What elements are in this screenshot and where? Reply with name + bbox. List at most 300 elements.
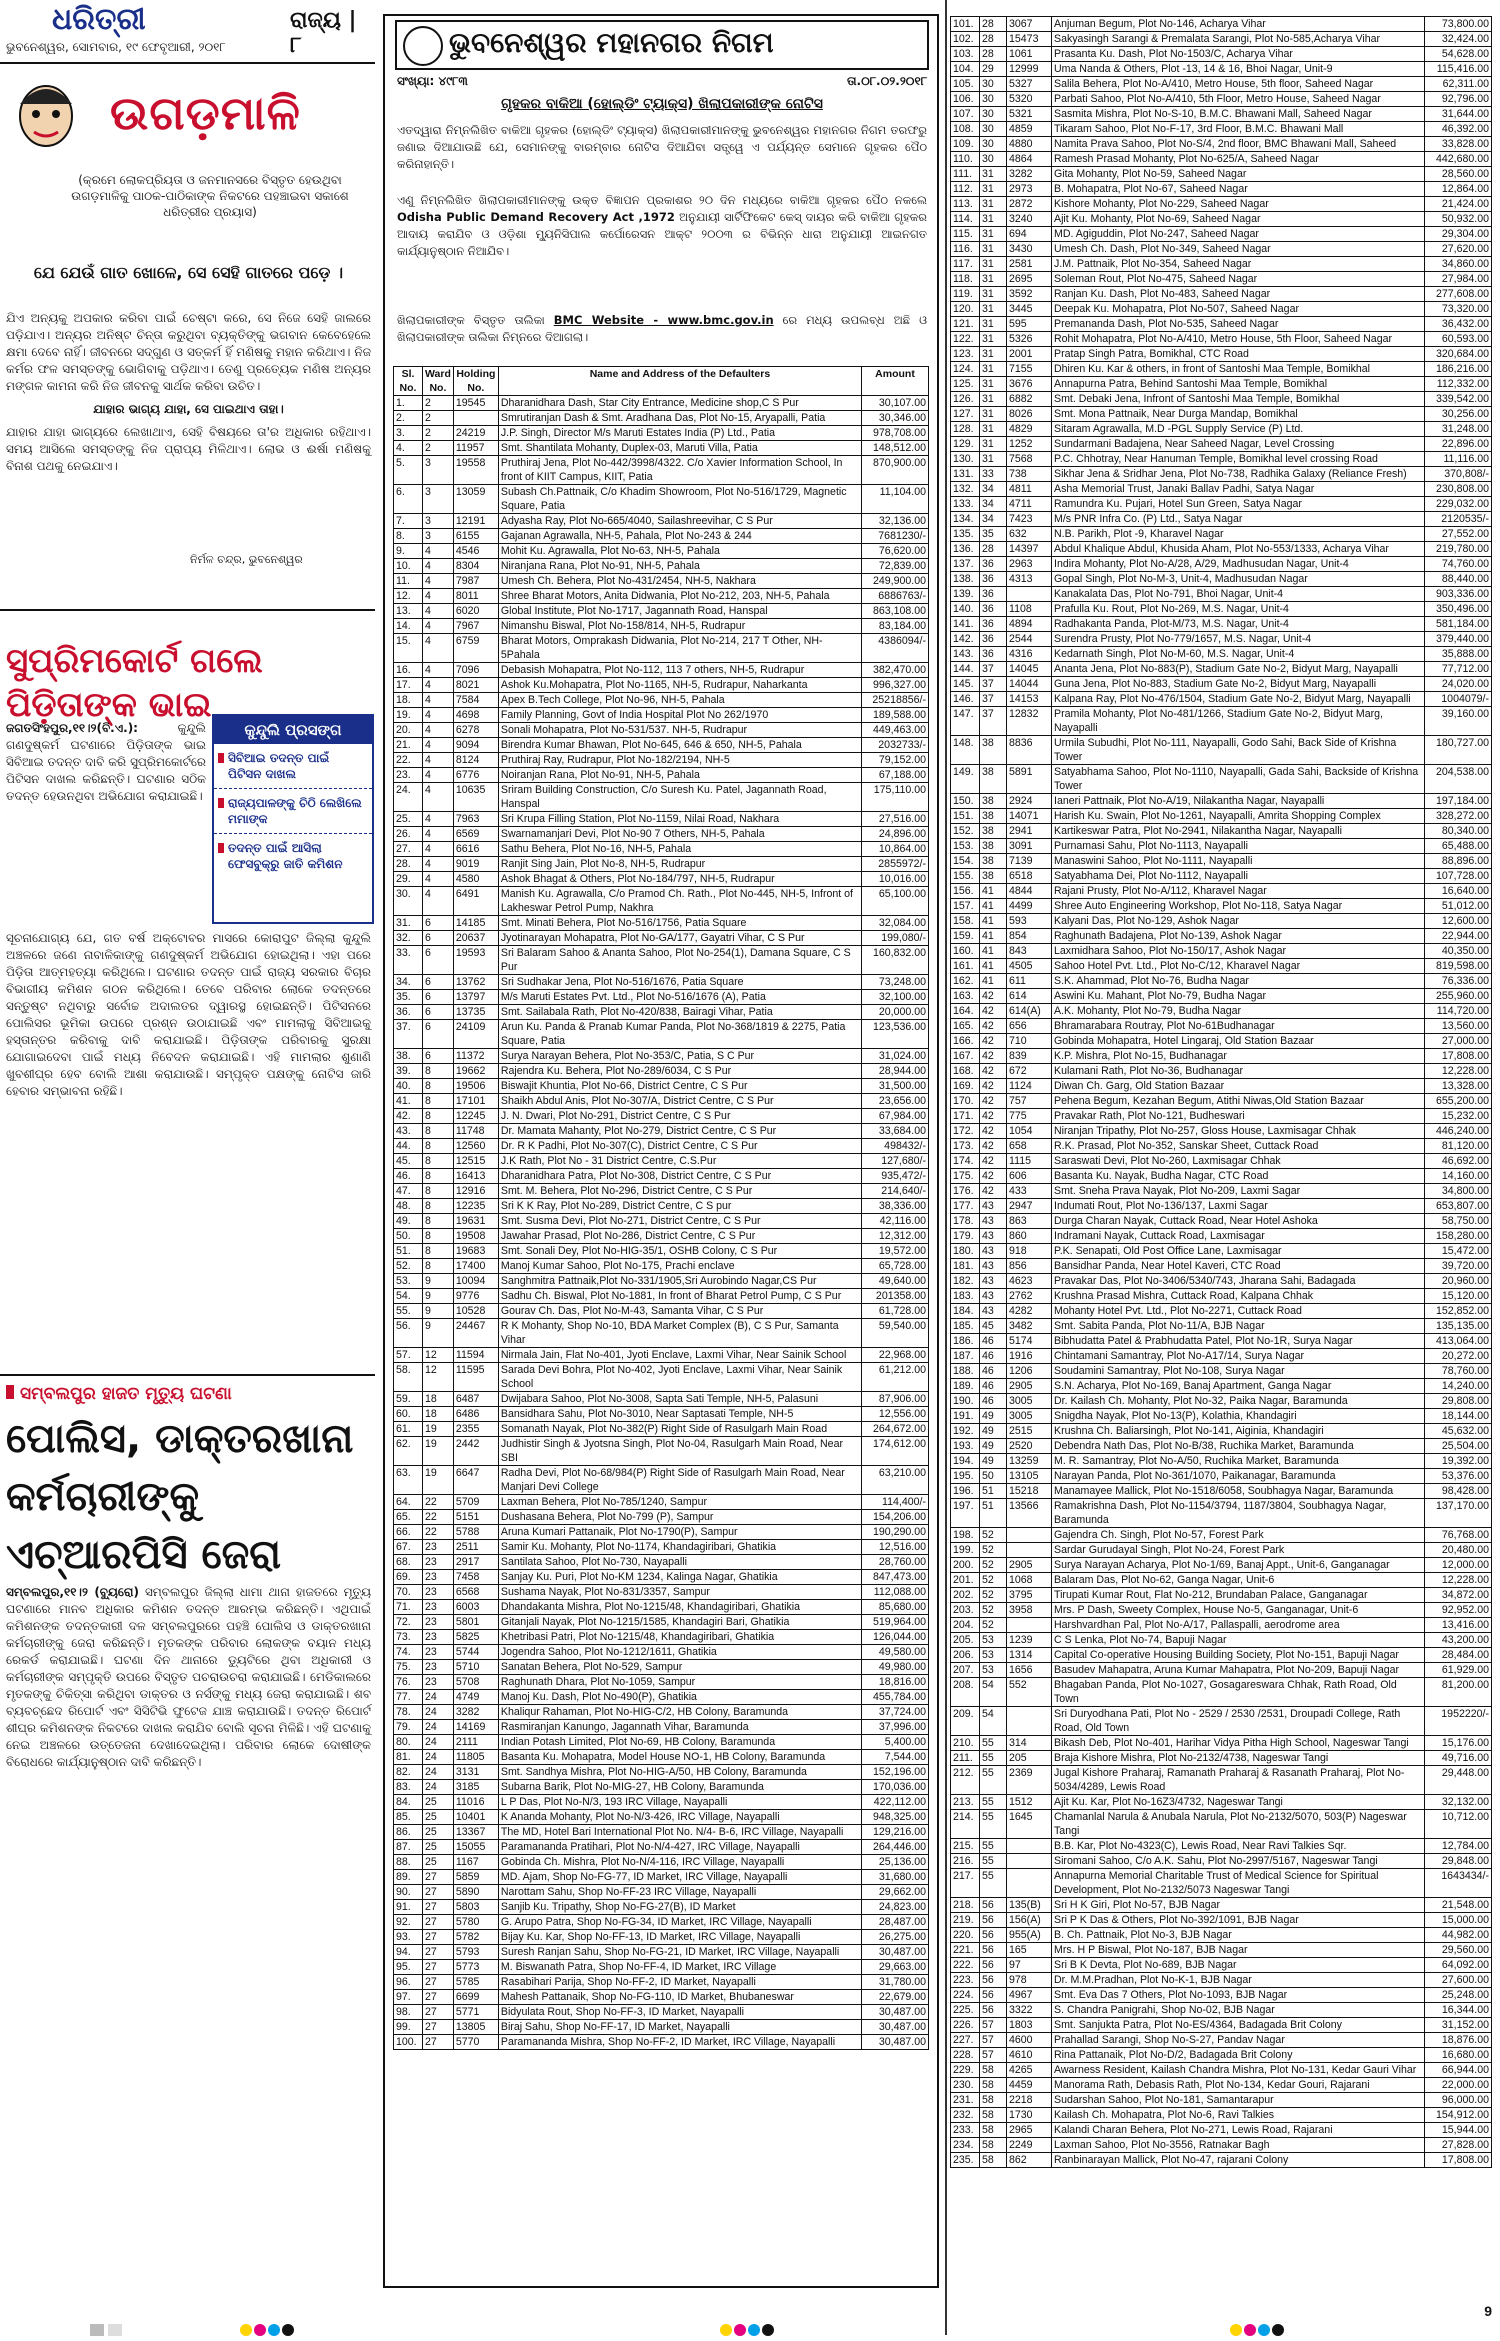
cell-sl: 13. [394,604,423,619]
column-blurb: (କ୍ରମେ ଲୋକପ୍ରିୟତା ଓ ଜନମାନସରେ ବିସ୍ତୃତ ହେଉଥିବା ଉଗଡ଼ମାଳିକୁ ପାଠକ-ପାଠିକାଙ୍କ ନିକଟରେ ପହଞ୍ଚାଇବା ସକାଶେ ଧରିତ୍ରୀର ପ୍ରୟାସ) [71,173,349,219]
cell-name-address: Birendra Kumar Bhawan, Plot No-645, 646 & 650, NH-5, Pahala [498,738,861,753]
cell-sl: 209. [951,1707,980,1736]
cell-sl: 157. [951,899,980,914]
cell-sl: 47. [394,1184,423,1199]
cell-amount: 15,000.00 [1425,1913,1492,1928]
cell-name-address: Dharanidhara Dash, Star City Entrance, Medicine shop,C S Pur [498,396,861,411]
cell-amount: 154,206.00 [862,1510,929,1525]
cell-amount: 65,488.00 [1425,839,1492,854]
cell-amount: 43,200.00 [1425,1633,1492,1648]
cell-ward: 42 [980,1109,1007,1124]
newspaper-brand: ଧରିତ୍ରୀ [52,2,146,37]
cell-amount: 2032733/- [862,738,929,753]
cell-amount: 152,196.00 [862,1765,929,1780]
cell-sl: 190. [951,1394,980,1409]
cell-sl: 187. [951,1349,980,1364]
cell-holding: 4859 [1007,122,1052,137]
cell-holding: 2872 [1007,197,1052,212]
left-column [0,64,375,2334]
cell-holding: 611 [1007,974,1052,989]
table-row [951,1094,1492,1109]
cell-ward: 4 [423,857,454,872]
cell-holding: 24219 [453,426,498,441]
cell-holding: 8026 [1007,407,1052,422]
cell-amount: 249,900.00 [862,574,929,589]
cell-sl: 95. [394,1960,423,1975]
cell-amount: 137,170.00 [1425,1499,1492,1528]
cell-ward: 56 [980,1988,1007,2003]
cell-amount: 88,440.00 [1425,572,1492,587]
cell-sl: 100. [394,2035,423,2050]
cell-sl: 38. [394,1049,423,1064]
cell-sl: 30. [394,887,423,916]
cell-holding: 6486 [453,1407,498,1422]
cell-holding: 5793 [453,1945,498,1960]
cell-ward: 42 [980,1184,1007,1199]
cell-amount: 12,600.00 [1425,914,1492,929]
cell-ward: 4 [423,842,454,857]
cell-name-address: Jogendra Sahoo, Plot No-1212/1611, Ghatikia [498,1645,861,1660]
cell-holding: 4459 [1007,2078,1052,2093]
cell-sl: 75. [394,1660,423,1675]
cell-name-address: Sarada Devi Bohra, Plot No-402, Jyoti Enclave, Laxmi Vihar, Near Sainik School [498,1363,861,1392]
cell-holding: 4610 [1007,2048,1052,2063]
cell-name-address: Arun Ku. Panda & Pranab Kumar Panda, Plot No-368/1819 & 2275, Patia Square, Patia [498,1020,861,1049]
cell-name-address: Krushna Ch. Baliarsingh, Plot No-141, Aiginia, Khandagiri [1052,1424,1425,1439]
cell-amount: 20,480.00 [1425,1543,1492,1558]
cell-holding: 12235 [453,1199,498,1214]
cell-holding: 856 [1007,1259,1052,1274]
cell-amount: 498432/- [862,1139,929,1154]
cell-holding: 19506 [453,1079,498,1094]
cell-holding: 862 [1007,2153,1052,2168]
table-row [394,1510,929,1525]
cell-holding [1007,1869,1052,1898]
cell-name-address: Radha Devi, Plot No-68/984(P) Right Side of Rasulgarh Main Road, Near Manjari Devi College [498,1466,861,1495]
cell-amount: 12,784.00 [1425,1839,1492,1854]
cell-ward: 57 [980,2048,1007,2063]
municipal-notice [383,14,939,2288]
cell-ward: 3 [423,529,454,544]
cell-name-address: Manaswini Sahoo, Plot No-1111, Nayapalli [1052,854,1425,869]
cell-name-address: Bikash Deb, Plot No-401, Harihar Vidya Pitha High School, Nageswar Tangi [1052,1736,1425,1751]
cell-name-address: Ajit Ku. Kar, Plot No-16Z3/4732, Nageswar Tangi [1052,1795,1425,1810]
cell-holding: 6003 [453,1600,498,1615]
cell-ward: 41 [980,914,1007,929]
cell-sl: 69. [394,1570,423,1585]
cell-holding: 2511 [453,1540,498,1555]
cell-sl: 175. [951,1169,980,1184]
table-row [951,77,1492,92]
cell-sl: 135. [951,527,980,542]
table-row [394,1422,929,1437]
table-row [951,989,1492,1004]
cell-ward: 22 [423,1525,454,1540]
cell-sl: 142. [951,632,980,647]
cell-sl: 182. [951,1274,980,1289]
cell-holding: 14044 [1007,677,1052,692]
cell-holding: 2917 [453,1555,498,1570]
cell-holding: 2218 [1007,2093,1052,2108]
cell-amount: 25,504.00 [1425,1439,1492,1454]
cell-ward: 4 [423,827,454,842]
cell-holding: 6699 [453,1990,498,2005]
cell-name-address: Sri P K Das & Others, Plot No-392/1091, BJB Nagar [1052,1913,1425,1928]
cell-ward: 6 [423,975,454,990]
cell-ward: 43 [980,1274,1007,1289]
cell-amount: 33,684.00 [862,1124,929,1139]
cell-holding: 17400 [453,1259,498,1274]
cell-name-address: Rajendra Ku. Behera, Plot No-289/6034, C S Pur [498,1064,861,1079]
table-row [394,1945,929,1960]
cell-ward: 35 [980,527,1007,542]
cell-ward: 27 [423,1870,454,1885]
cell-amount: 39,720.00 [1425,1259,1492,1274]
cell-ward: 24 [423,1765,454,1780]
cell-amount: 34,872.00 [1425,1588,1492,1603]
cell-amount: 15,120.00 [1425,1289,1492,1304]
cell-ward: 25 [423,1825,454,1840]
cell-name-address: Ranjan Ku. Dash, Plot No-483, Saheed Nagar [1052,287,1425,302]
cell-ward: 27 [423,1885,454,1900]
cell-holding: 13059 [453,485,498,514]
related-topics-box [212,714,374,924]
cell-ward: 31 [980,392,1007,407]
table-row [951,914,1492,929]
cell-amount: 62,311.00 [1425,77,1492,92]
cell-amount: 870,900.00 [862,456,929,485]
cell-sl: 84. [394,1795,423,1810]
cell-holding: 5151 [453,1510,498,1525]
defaulters-table-2 [950,16,1492,2168]
table-row [394,916,929,931]
cell-holding: 656 [1007,1019,1052,1034]
cell-sl: 61. [394,1422,423,1437]
cell-holding: 757 [1007,1094,1052,1109]
table-row [951,1869,1492,1898]
cell-name-address: Urmila Subudhi, Plot No-111, Nayapalli, Godo Sahi, Back Side of Krishna Tower [1052,736,1425,765]
cell-sl: 149. [951,765,980,794]
cell-amount: 10,016.00 [862,872,929,887]
cell-holding [1007,1528,1052,1543]
cell-sl: 58. [394,1363,423,1392]
cell-amount: 20,272.00 [1425,1349,1492,1364]
table-row [394,1259,929,1274]
cell-sl: 48. [394,1199,423,1214]
cell-sl: 172. [951,1124,980,1139]
cell-ward: 49 [980,1409,1007,1424]
cell-ward: 42 [980,1124,1007,1139]
table-row [394,514,929,529]
cell-name-address: Chamanlal Narula & Anubala Narula, Plot No-2132/5070, 503(P) Nageswar Tangi [1052,1810,1425,1839]
cell-sl: 224. [951,1988,980,2003]
table-row [394,1348,929,1363]
cell-ward: 57 [980,2018,1007,2033]
table-row [394,872,929,887]
cell-sl: 46. [394,1169,423,1184]
cell-sl: 82. [394,1765,423,1780]
cell-ward: 38 [980,854,1007,869]
table-row [394,663,929,678]
cell-amount: 201358.00 [862,1289,929,1304]
cell-sl: 62. [394,1437,423,1466]
table-row [951,1334,1492,1349]
table-row [394,1705,929,1720]
cell-ward: 56 [980,1928,1007,1943]
table-row [394,1437,929,1466]
cell-sl: 7. [394,514,423,529]
cell-holding: 2520 [1007,1439,1052,1454]
cell-amount: 61,212.00 [862,1363,929,1392]
cell-amount: 32,132.00 [1425,1795,1492,1810]
cell-holding: 8836 [1007,736,1052,765]
cell-holding: 1115 [1007,1154,1052,1169]
table-row [394,1304,929,1319]
table-row [394,1229,929,1244]
cell-ward: 4 [423,634,454,663]
cell-holding: 854 [1007,929,1052,944]
cell-sl: 115. [951,227,980,242]
cell-holding: 6155 [453,529,498,544]
cell-amount: 935,472/- [862,1169,929,1184]
cell-ward: 27 [423,2035,454,2050]
cell-sl: 1. [394,396,423,411]
cell-sl: 86. [394,1825,423,1840]
table-row [951,2003,1492,2018]
table-row [394,827,929,842]
cell-ward: 23 [423,1660,454,1675]
cell-ward: 58 [980,2078,1007,2093]
cell-ward: 58 [980,2093,1007,2108]
divider [0,609,375,611]
cell-ward: 36 [980,557,1007,572]
cell-name-address: MD. Ajam, Shop No-FG-77, ID Market, IRC Village, Nayapalli [498,1870,861,1885]
table-row [394,456,929,485]
cell-sl: 101. [951,17,980,32]
cell-holding: 2111 [453,1735,498,1750]
cell-ward: 43 [980,1214,1007,1229]
cell-holding: 2695 [1007,272,1052,287]
cell-sl: 141. [951,617,980,632]
cell-holding: 955(A) [1007,1928,1052,1943]
cell-name-address: B.B. Kar, Plot No-4323(C), Lewis Road, Near Ravi Talkies Sqr. [1052,1839,1425,1854]
cell-amount: 29,662.00 [862,1885,929,1900]
cell-amount: 92,796.00 [1425,92,1492,107]
cell-sl: 215. [951,1839,980,1854]
cell-amount: 653,807.00 [1425,1199,1492,1214]
table-row [394,693,929,708]
table-row [394,2005,929,2020]
proverb-text-2: ଯାହାର ଯାହା ଭାଗ୍ୟରେ ଲେଖାଥାଏ, ସେହି ବିଷୟରେ ତା'ର ଅଧିକାର ରହିଥାଏ। ସମୟ ଆସିଲେ ସମସ୍ତଙ୍କୁ ନିଜ ପ୍ରାପ୍ୟ ମିଳିଥାଏ। ଲୋଭ ଓ ଈର୍ଷା ମଣିଷକୁ ବିନାଶ ପଥକୁ ନେଇଯାଏ। [6,425,371,473]
cell-ward: 9 [423,1274,454,1289]
cell-ward: 31 [980,257,1007,272]
table-row [951,1810,1492,1839]
notice-org: ଭୁବନେଶ୍ୱର ମହାନଗର ନିଗମ [449,26,774,59]
cell-ward: 27 [423,2005,454,2020]
table-row [951,452,1492,467]
cell-amount: 36,432.00 [1425,317,1492,332]
cell-holding: 1108 [1007,602,1052,617]
cell-name-address: Salila Behera, Plot No-A/410, Metro House, 5th floor, Saheed Nagar [1052,77,1425,92]
cell-holding: 10635 [453,783,498,812]
cell-ward: 4 [423,768,454,783]
cell-holding: 11957 [453,441,498,456]
table-row [951,1943,1492,1958]
cell-amount: 320,684.00 [1425,347,1492,362]
table-row [951,2108,1492,2123]
cell-amount: 34,860.00 [1425,257,1492,272]
cell-name-address: Bhramarabara Routray, Plot No-61Budhanagar [1052,1019,1425,1034]
cell-holding: 12245 [453,1109,498,1124]
cell-amount: 370,808/- [1425,467,1492,482]
cell-name-address: Raghunath Dhara, Plot No-1059, Sampur [498,1675,861,1690]
cell-sl: 230. [951,2078,980,2093]
table-row [951,869,1492,884]
cell-name-address: Laxmidhara Sahoo, Plot No-150/17, Ashok Nagar [1052,944,1425,959]
cell-sl: 26. [394,827,423,842]
cell-holding: 16413 [453,1169,498,1184]
cell-name-address: Rajani Prusty, Plot No-A/112, Kharavel Nagar [1052,884,1425,899]
cell-ward: 24 [423,1720,454,1735]
cell-amount: 186,216.00 [1425,362,1492,377]
table-row [951,557,1492,572]
cell-name-address: Santilata Sahoo, Plot No-730, Nayapalli [498,1555,861,1570]
cell-sl: 174. [951,1154,980,1169]
cell-holding: 14397 [1007,542,1052,557]
cell-sl: 146. [951,692,980,707]
cell-ward: 9 [423,1289,454,1304]
cell-sl: 213. [951,1795,980,1810]
cell-ward: 37 [980,707,1007,736]
cell-sl: 109. [951,137,980,152]
article-body [6,720,206,805]
cell-sl: 89. [394,1870,423,1885]
cell-amount: 25,248.00 [1425,1988,1492,2003]
table-row [951,2153,1492,2168]
cell-sl: 15. [394,634,423,663]
para3-text-b: ରେ ମଧ୍ୟ ଉପଲବ୍ଧ ଅଛି ଓ ଖିଲାପକାରୀଙ୍କ ତାଲିକା ନିମ୍ନରେ ଦିଆଗଲା। [397,313,928,344]
cell-sl: 179. [951,1229,980,1244]
cell-holding: 606 [1007,1169,1052,1184]
cell-amount: 31,152.00 [1425,2018,1492,2033]
cell-amount: 85,680.00 [862,1600,929,1615]
cell-amount: 18,876.00 [1425,2033,1492,2048]
cell-ward: 36 [980,632,1007,647]
cell-sl: 145. [951,677,980,692]
cell-name-address: Sriram Building Construction, C/o Suresh Ku. Patel, Jagannath Road, Hanspal [498,783,861,812]
cell-ward: 52 [980,1543,1007,1558]
cell-amount: 15,176.00 [1425,1736,1492,1751]
cell-amount: 74,760.00 [1425,557,1492,572]
cell-ward: 4 [423,753,454,768]
cell-ward: 19 [423,1437,454,1466]
bmc-logo-icon [403,26,443,66]
cell-amount: 37,996.00 [862,1720,929,1735]
cell-ward: 43 [980,1259,1007,1274]
cell-ward: 4 [423,559,454,574]
cell-sl: 151. [951,809,980,824]
cell-sl: 139. [951,587,980,602]
cell-name-address: A.K. Mohanty, Plot No-79, Budha Nagar [1052,1004,1425,1019]
cell-ward: 25 [423,1795,454,1810]
notice-para-3 [397,312,927,346]
cell-sl: 130. [951,452,980,467]
table-row [951,1364,1492,1379]
cell-holding: 552 [1007,1678,1052,1707]
cell-name-address: Dhiren Ku. Kar & others, in front of Santoshi Maa Temple, Bomikhal [1052,362,1425,377]
cell-amount: 32,136.00 [862,514,929,529]
cell-ward: 30 [980,122,1007,137]
notice-para-2 [397,192,927,260]
cell-holding: 12999 [1007,62,1052,77]
table-row [394,1407,929,1422]
table-row [951,1214,1492,1229]
cell-name-address: Suresh Ranjan Sahu, Shop No-FG-21, ID Market, IRC Village, Nayapalli [498,1945,861,1960]
cell-sl: 164. [951,1004,980,1019]
table-row [951,1707,1492,1736]
cell-name-address: Dr. Mamata Mahanty, Plot No-279, District Centre, C S Pur [498,1124,861,1139]
cell-ward: 41 [980,959,1007,974]
table-row [951,47,1492,62]
cell-sl: 128. [951,422,980,437]
cell-amount: 28,760.00 [862,1555,929,1570]
cell-sl: 107. [951,107,980,122]
cell-name-address: Gajendra Ch. Singh, Plot No-57, Forest Park [1052,1528,1425,1543]
cell-ward: 23 [423,1600,454,1615]
recovery-act: Odisha Public Demand Recovery Act ,1972 [397,210,675,224]
cell-ward: 58 [980,2153,1007,2168]
cell-amount: 20,960.00 [1425,1274,1492,1289]
table-row [951,1244,1492,1259]
cell-ward: 34 [980,497,1007,512]
cell-sl: 138. [951,572,980,587]
cell-name-address: Rohit Mohapatra, Plot No-A/410, Metro House, 5th Floor, Saheed Nagar [1052,332,1425,347]
table-row [951,1154,1492,1169]
cell-sl: 88. [394,1855,423,1870]
cell-name-address: R.K. Prasad, Plot No-352, Sanskar Sheet, Cuttack Road [1052,1139,1425,1154]
cell-amount: 61,929.00 [1425,1663,1492,1678]
cell-sl: 199. [951,1543,980,1558]
cell-sl: 17. [394,678,423,693]
cell-sl: 93. [394,1930,423,1945]
table-row [951,1289,1492,1304]
cell-amount: 80,340.00 [1425,824,1492,839]
cell-amount: 15,232.00 [1425,1109,1492,1124]
cell-amount: 81,200.00 [1425,1678,1492,1707]
table-row [951,1409,1492,1424]
cell-holding: 1730 [1007,2108,1052,2123]
cell-amount: 29,448.00 [1425,1766,1492,1795]
cell-ward: 58 [980,2138,1007,2153]
cell-amount: 328,272.00 [1425,809,1492,824]
cell-ward: 51 [980,1484,1007,1499]
cell-amount: 152,852.00 [1425,1304,1492,1319]
cell-sl: 83. [394,1780,423,1795]
bmc-website-link[interactable]: BMC Website - www.bmc.gov.in [553,313,774,327]
cell-holding: 3005 [1007,1409,1052,1424]
cell-ward: 42 [980,1049,1007,1064]
cell-amount: 24,896.00 [862,827,929,842]
cell-amount: 442,680.00 [1425,152,1492,167]
para2-text: ଏଣୁ ନିମ୍ନଲିଖିତ ଖିଲାପକାରୀମାନଙ୍କୁ ଉକ୍ତ ବିଜ୍ଞାପନ ପ୍ରକାଶର ୨୦ ଦିନ ମଧ୍ୟରେ ବାକିଆ ଗୃହକର ପୈଠ ନକଲେ [397,193,927,207]
cell-amount: 26,275.00 [862,1930,929,1945]
cell-holding: 13367 [453,1825,498,1840]
table-row [394,2020,929,2035]
cell-amount: 24,020.00 [1425,677,1492,692]
table-row [394,1975,929,1990]
cell-ward: 3 [423,514,454,529]
table-row [951,1439,1492,1454]
